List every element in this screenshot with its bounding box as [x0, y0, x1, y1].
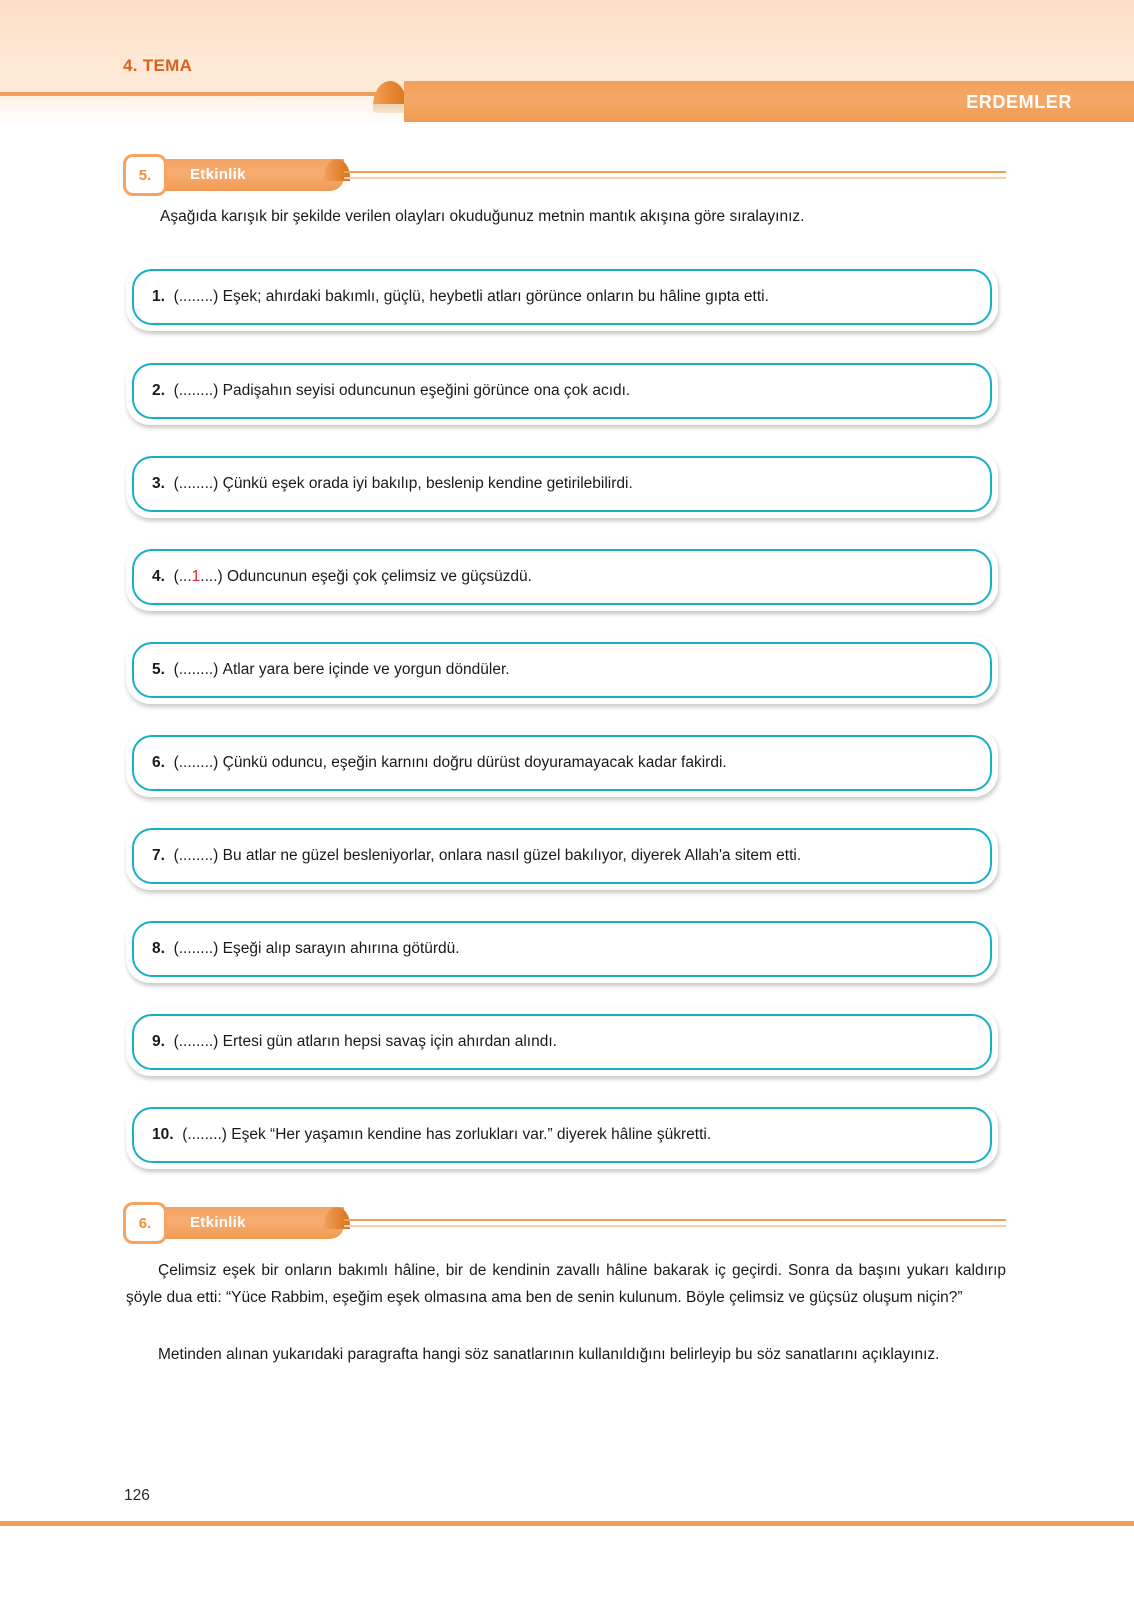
ribbon-fold-tip-icon — [373, 104, 406, 113]
list-item[interactable] — [126, 357, 998, 425]
list-item-blank-before: (........) — [173, 475, 219, 493]
activity-6-header — [126, 1205, 1006, 1241]
list-item-blank-before: (........) — [173, 1033, 219, 1051]
list-item[interactable] — [126, 263, 998, 331]
list-item-number: 2. — [152, 382, 165, 400]
list-item-content — [152, 845, 801, 867]
list-item-answer: 1 — [191, 568, 201, 586]
list-item-blank-before: (........) — [173, 847, 219, 865]
activity-6-number: 6. — [138, 1214, 152, 1232]
header-background — [0, 0, 1134, 92]
activity-6-number-box — [126, 1205, 164, 1241]
list-item[interactable] — [126, 450, 998, 518]
list-item-number: 8. — [152, 940, 165, 958]
list-item[interactable] — [126, 543, 998, 611]
list-item-text: Çünkü oduncu, eşeğin karnını doğru dürüst doyuramayacak kadar fakirdi. — [222, 754, 727, 772]
list-item[interactable] — [126, 1008, 998, 1076]
list-item-text: Eşek “Her yaşamın kendine has zorlukları var.” diyerek hâline şükretti. — [231, 1126, 712, 1144]
list-item-text: Eşek; ahırdaki bakımlı, güçlü, heybetli atları görünce onların bu hâline gıpta etti. — [222, 288, 769, 306]
activity-6-title: Etkinlik — [190, 1214, 246, 1231]
list-item-text: Bu atlar ne güzel besleniyorlar, onlara nasıl güzel bakılıyor, diyerek Allah'a sitem etti. — [222, 847, 802, 865]
list-item-frame — [132, 363, 992, 419]
list-item-frame — [132, 549, 992, 605]
activity-5-title: Etkinlik — [190, 166, 246, 183]
list-item-blank-before: (........) — [173, 661, 219, 679]
header-rule-secondary — [344, 177, 1006, 179]
list-item-frame — [132, 921, 992, 977]
page-header — [0, 0, 1134, 125]
list-item-number: 10. — [152, 1126, 174, 1144]
list-item-frame — [132, 269, 992, 325]
list-item-number: 5. — [152, 661, 165, 679]
activity-5-header — [126, 157, 1006, 193]
activity-6-paragraph-1 — [126, 1258, 1006, 1311]
list-item-blank-after: ....) — [200, 568, 223, 586]
theme-banner-title: ERDEMLER — [966, 92, 1072, 112]
list-item-content — [152, 380, 630, 402]
list-item-content — [152, 286, 769, 308]
list-item-frame — [132, 456, 992, 512]
header-rule-primary — [344, 1219, 1006, 1221]
list-item-number: 1. — [152, 288, 165, 306]
header-rule-primary — [344, 171, 1006, 173]
list-item-content — [152, 752, 727, 774]
list-item-blank-before: (... — [173, 568, 192, 586]
activity-6-header-rules — [344, 1219, 1006, 1229]
list-item[interactable] — [126, 636, 998, 704]
list-item-text: Çünkü eşek orada iyi bakılıp, beslenip kendine getirilebilirdi. — [222, 475, 633, 493]
list-item-content — [152, 938, 460, 960]
list-item[interactable] — [126, 1101, 998, 1169]
header-rule-secondary — [344, 1225, 1006, 1227]
paragraph-1-text: Çelimsiz eşek bir onların bakımlı hâline, bir de kendinin zavallı hâline bakarak iç geçirdi. Sonra da başını yukarı kaldırıp şöyle dua etti: “Yüce Rabbim, eşeğim eşek olmasına ama ben de senin kulunum. Böyle çelimsiz ve güçsüz oluşum niçin?” — [126, 1262, 1006, 1306]
list-item-text: Oduncunun eşeği çok çelimsiz ve güçsüzdü. — [226, 568, 532, 586]
list-item-number: 3. — [152, 475, 165, 493]
list-item-blank-before: (........) — [173, 382, 219, 400]
list-item-content — [152, 473, 633, 495]
activity-5-header-rules — [344, 171, 1006, 181]
activity-5-number: 5. — [138, 166, 152, 184]
list-item-number: 9. — [152, 1033, 165, 1051]
theme-label: 4. TEMA — [123, 56, 193, 75]
list-item-frame — [132, 828, 992, 884]
list-item-content — [152, 566, 532, 588]
list-item-content — [152, 1031, 557, 1053]
list-item-content — [152, 1124, 711, 1146]
list-item-text: Eşeği alıp sarayın ahırına götürdü. — [222, 940, 460, 958]
activity-6-paragraph-2 — [126, 1342, 1006, 1369]
list-item-frame — [132, 642, 992, 698]
list-item-number: 4. — [152, 568, 165, 586]
list-item-blank-before: (........) — [173, 940, 219, 958]
list-item-text: Atlar yara bere içinde ve yorgun döndüler. — [222, 661, 510, 679]
list-item-frame — [132, 1107, 992, 1163]
list-item[interactable] — [126, 822, 998, 890]
list-item-frame — [132, 735, 992, 791]
list-item-blank-before: (........) — [173, 288, 219, 306]
activity-5-instruction: Aşağıda karışık bir şekilde verilen olayları okuduğunuz metnin mantık akışına göre sıralayınız. — [160, 208, 805, 225]
list-item-text: Ertesi gün atların hepsi savaş için ahırdan alındı. — [222, 1033, 557, 1051]
list-item-frame — [132, 1014, 992, 1070]
list-item-content — [152, 659, 510, 681]
list-item-number: 6. — [152, 754, 165, 772]
list-item-text: Padişahın seyisi oduncunun eşeğini görünce ona çok acıdı. — [222, 382, 631, 400]
paragraph-2-text: Metinden alınan yukarıdaki paragrafta hangi söz sanatlarının kullanıldığını belirleyip bu söz sanatlarını açıklayınız. — [158, 1346, 940, 1363]
list-item[interactable] — [126, 915, 998, 983]
activity-5-number-box — [126, 157, 164, 193]
page-number: 126 — [124, 1487, 150, 1504]
list-item-blank-before: (........) — [182, 1126, 227, 1144]
list-item-number: 7. — [152, 847, 165, 865]
footer-rule — [0, 1521, 1134, 1526]
list-item[interactable] — [126, 729, 998, 797]
list-item-blank-before: (........) — [173, 754, 219, 772]
